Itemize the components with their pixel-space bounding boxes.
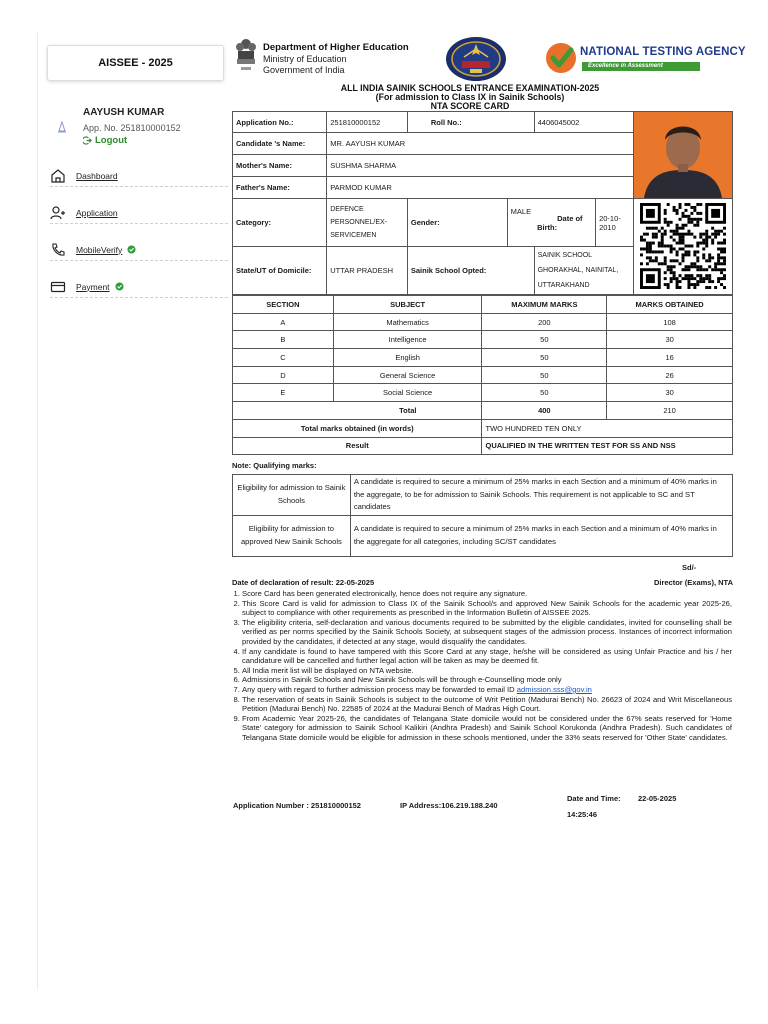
eligibility-text: A candidate is required to secure a minimum of 25% marks in each Section and a minimum of 40% marks in the aggregate, to be for admission to Sainik Schools. This requirement is not applicable to SC and ST candidates — [350, 475, 732, 516]
sidebar-item-application[interactable] — [50, 202, 228, 224]
roll-no-label-text: Roll No.: — [430, 117, 462, 127]
eligibility-label: Eligibility for admission to approved New Sainik Schools — [233, 516, 351, 557]
obtained-marks-cell: 108 — [607, 313, 733, 331]
card-icon — [50, 279, 66, 295]
mother-name-label: Mother's Name: — [233, 155, 327, 177]
verified-check-icon — [127, 245, 136, 254]
email-link[interactable]: admission.sss@gov.in — [516, 684, 592, 694]
mother-name-value: SUSHMA SHARMA — [327, 155, 634, 177]
words-row — [233, 419, 733, 437]
nta-tagline: Excellence in Assessment — [582, 62, 700, 71]
declaration-date: Date of declaration of result: 22-05-2025 — [232, 578, 375, 587]
obtained-marks-cell: 30 — [607, 331, 733, 349]
user-icon — [56, 121, 68, 133]
candidate-photo-image — [634, 112, 732, 198]
category-label: Category: — [233, 199, 327, 247]
footer-time: 14:25:46 — [567, 810, 598, 819]
obtained-marks-cell: 16 — [607, 349, 733, 367]
qr-code-cell — [633, 199, 732, 295]
exam-title: ALL INDIA SAINIK SCHOOLS ENTRANCE EXAMINATION-2025 — [340, 83, 600, 93]
marks-row — [233, 366, 733, 384]
gender-value — [507, 199, 534, 247]
score-card-title: NTA SCORE CARD — [430, 101, 510, 111]
national-emblem-icon — [235, 37, 257, 77]
note-item: 6. Admissions in Sainik Schools and New Sainik Schools will be through e-Counselling mode only — [242, 675, 732, 685]
marks-row — [233, 349, 733, 367]
section-cell: D — [233, 366, 334, 384]
marks-row — [233, 331, 733, 349]
section-cell: B — [233, 331, 334, 349]
obtained-marks-cell: 26 — [607, 366, 733, 384]
footer-ip: IP Address:106.219.188.240 — [400, 801, 498, 810]
subject-cell: English — [333, 349, 482, 367]
ministry-name: Ministry of Education — [263, 54, 347, 64]
max-marks-cell: 50 — [482, 349, 607, 367]
dob-label — [534, 199, 595, 247]
obtained-marks-cell: 30 — [607, 384, 733, 402]
section-cell: E — [233, 384, 334, 402]
max-marks-cell: 50 — [482, 331, 607, 349]
eligibility-label: Eligibility for admission to Sainik Schools — [233, 475, 351, 516]
total-max: 400 — [482, 402, 607, 420]
result-row — [233, 437, 733, 455]
logout-link[interactable] — [83, 135, 127, 146]
footer-date: 22-05-2025 — [638, 794, 677, 803]
candidate-name-value: MR. AAYUSH KUMAR — [327, 133, 634, 155]
domicile-value: UTTAR PRADESH — [327, 247, 408, 295]
subject-cell: General Science — [333, 366, 482, 384]
sidebar — [37, 33, 232, 990]
max-marks-cell: 50 — [482, 384, 607, 402]
dept-title: Department of Higher Education — [263, 42, 409, 53]
eligibility-text: A candidate is required to secure a minimum of 25% marks in each Section and a minimum of 40% marks in the aggregate for all categories, including SC/ST candidates — [350, 516, 732, 557]
section-cell: C — [233, 349, 334, 367]
total-obtained: 210 — [607, 402, 733, 420]
sidebar-item-dashboard[interactable] — [50, 165, 228, 187]
footer-datetime-label: Date and Time: — [567, 794, 621, 803]
phone-icon — [50, 242, 66, 258]
candidate-photo-cell — [633, 112, 732, 199]
candidate-info-table — [232, 111, 733, 295]
qualifying-title: Note: Qualifying marks: — [232, 461, 317, 470]
gender-label: Gender: — [407, 199, 507, 247]
father-name-value: PARMOD KUMAR — [327, 177, 634, 199]
note-item: 9. From Academic Year 2025-26, the candidates of Telangana State domicile would not be considered under the 67% seats reserved for 'Home State' category for admission to Sainik School Kalikiri (Andhra Pradesh) and Sainik School Korukonda (Andhra Pradesh). Such candidates of Telangana State domicile would be eligible for admission in these schools mentioned, under the 33% seats reserved for 'Other State' candidates. — [242, 714, 732, 743]
exam-subtitle: (For admission to Class IX in Sainik Schools) — [375, 92, 565, 102]
exam-selector-button[interactable]: AISSEE - 2025 — [47, 45, 224, 81]
nta-logo-icon — [544, 41, 578, 75]
marks-header-subject: SUBJECT — [333, 296, 482, 314]
roll-no-label — [407, 112, 534, 133]
sidebar-item-label: Application — [76, 207, 118, 218]
user-name: AAYUSH KUMAR — [83, 107, 165, 118]
candidate-photo — [634, 112, 732, 198]
logout-icon — [83, 136, 92, 145]
roll-no-value: 4406045002 — [534, 112, 633, 133]
subject-cell: Intelligence — [333, 331, 482, 349]
note-item: 8. The reservation of seats in Sainik Schools is subject to the outcome of Writ Petition (Madurai Bench) No. 26623 of 2024 and Writ Miscellaneous Petition (Madurai Bench) No. 22585 of 2024 at the Madurai Bench of Madras High Court. — [242, 695, 732, 714]
marks-header-section: SECTION — [233, 296, 334, 314]
father-name-label: Father's Name: — [233, 177, 327, 199]
score-card — [232, 33, 768, 993]
notes-list — [233, 589, 732, 743]
home-icon — [50, 168, 66, 184]
dob-label-text: Date of Birth: — [537, 213, 583, 232]
result-value: QUALIFIED IN THE WRITTEN TEST FOR SS AND NSS — [482, 437, 733, 455]
logout-label: Logout — [95, 135, 128, 146]
marks-row — [233, 313, 733, 331]
gender-value-text: MALE — [510, 207, 532, 216]
result-label: Result — [233, 437, 482, 455]
sainik-school-logo-icon — [444, 35, 508, 83]
subject-cell: Mathematics — [333, 313, 482, 331]
user-app-number: App. No. 251810000152 — [83, 123, 181, 133]
category-value: DEFENCE PERSONNEL/EX-SERVICEMEN — [327, 199, 408, 247]
marks-row — [233, 384, 733, 402]
note-item — [242, 685, 732, 695]
school-opted-label: Sainik School Opted: — [407, 247, 534, 295]
director-title: Director (Exams), NTA — [653, 578, 733, 587]
candidate-name-label: Candidate 's Name: — [233, 133, 327, 155]
qr-code — [637, 203, 729, 289]
sidebar-item-label: MobileVerify — [76, 244, 123, 255]
note-item: 4. If any candidate is found to have tampered with this Score Card at any stage, he/she will be considered as using Unfair Practice and his / her candidature will be cancelled and further legal action will be taken as may be deemed fit. — [242, 647, 732, 666]
application-no-label: Application No.: — [233, 112, 327, 133]
add-user-icon — [50, 205, 66, 221]
verified-check-icon — [115, 282, 124, 291]
section-cell: A — [233, 313, 334, 331]
marks-header-max: MAXIMUM MARKS — [482, 296, 607, 314]
subject-cell: Social Science — [333, 384, 482, 402]
signature-text: Sd/- — [682, 563, 697, 572]
total-row — [233, 402, 733, 420]
dob-value: 20-10-2010 — [596, 199, 634, 247]
qualifying-table — [232, 474, 733, 557]
footer-app-number: Application Number : 251810000152 — [233, 801, 361, 810]
words-label: Total marks obtained (in words) — [233, 419, 482, 437]
application-no-value: 251810000152 — [327, 112, 408, 133]
max-marks-cell: 50 — [482, 366, 607, 384]
marks-header-obtained: MARKS OBTAINED — [607, 296, 733, 314]
note-item: 5. All India merit list will be displayed on NTA website. — [242, 666, 732, 676]
note-item: 2. This Score Card is valid for admission to Class IX of the Sainik School/s and approved New Sainik Schools for the academic year 2025-26, subject to compliance with other requirements as prescribed in the Information Bulletin of AISSEE 2025. — [242, 599, 732, 618]
sidebar-item-payment[interactable] — [50, 276, 228, 298]
note-text: Any query with regard to further admission process may be forwarded to email ID — [242, 684, 515, 694]
note-item: 1. Score Card has been generated electronically, hence does not require any signature. — [242, 589, 732, 599]
note-item: 3. The eligibility criteria, self-declaration and various documents required to be submitted by the eligible candidates, invited for counselling shall be verified as per norms specified by the Sainik Schools Society, at subsequent stages of the admission process. Instances of incorrect information provided by the candidates, if detected at any stage, would disqualify the candidates. — [242, 618, 732, 647]
sidebar-item-mobileverify[interactable] — [50, 239, 228, 261]
max-marks-cell: 200 — [482, 313, 607, 331]
school-opted-value: SAINIK SCHOOL GHORAKHAL, NAINITAL, UTTARAKHAND — [534, 247, 633, 295]
sidebar-item-label: Payment — [76, 281, 110, 292]
govt-name: Government of India — [263, 65, 345, 75]
words-value: TWO HUNDRED TEN ONLY — [482, 419, 733, 437]
marks-table — [232, 295, 733, 455]
nta-title: NATIONAL TESTING AGENCY — [580, 46, 746, 58]
sidebar-item-label: Dashboard — [76, 170, 118, 181]
total-label: Total — [233, 402, 482, 420]
domicile-label: State/UT of Domicile: — [233, 247, 327, 295]
